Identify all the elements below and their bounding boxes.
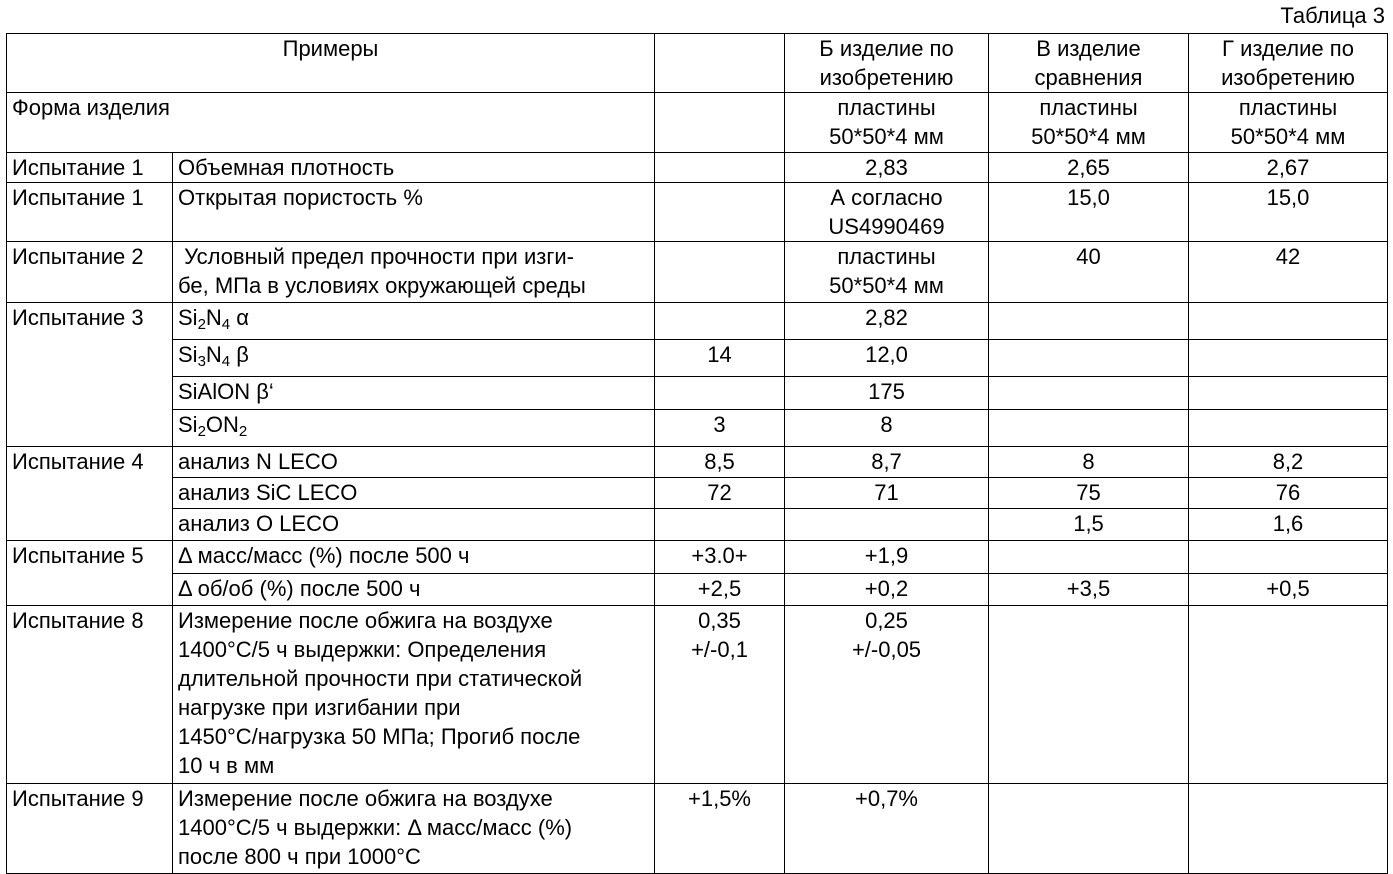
- table-row: Испытание 8 Измерение после обжига на воздухе 1400°C/5 ч выдержки: Определения длительной прочности при статической нагрузке при изгибании при 1450°C/нагрузка 50 МПа; Прогиб после 10 ч в мм 0,35 +/-0,1 0,25 +/-0,05: [7, 606, 1388, 784]
- table-row: Испытание 5 Δ масс/масс (%) после 500 ч +3.0+ +1,9: [7, 541, 1388, 574]
- header-row: [7, 34, 1388, 93]
- table-row: Испытание 1 Объемная плотность 2,83 2,65 2,67: [7, 153, 1388, 183]
- property-label: анализ SiC LECO: [173, 478, 655, 509]
- property-label: Объемная плотность: [173, 153, 655, 183]
- table-row: Испытание 3 $Si_2N_4$ α 2,82: [7, 303, 1388, 340]
- test-label: Испытание 5: [7, 541, 173, 606]
- test-label: Испытание 1: [7, 153, 173, 183]
- form-label: Форма изделия: [7, 93, 655, 153]
- table-caption: Таблица 3: [1280, 3, 1385, 28]
- table-row: Испытание 4 анализ N LECO 8,5 8,7 8 8,2: [7, 447, 1388, 478]
- form-g: пластины 50*50*4 мм: [1189, 93, 1388, 153]
- header-examples: Примеры: [7, 34, 655, 93]
- form-b: пластины 50*50*4 мм: [785, 93, 989, 153]
- property-label: Δ масс/масс (%) после 500 ч: [173, 541, 655, 574]
- property-label: Открытая пористость %: [173, 183, 655, 242]
- header-extra: [655, 34, 785, 93]
- table-row: анализ SiC LECO 72 71 75 76: [7, 478, 1388, 509]
- property-label: анализ O LECO: [173, 509, 655, 541]
- property-label: анализ N LECO: [173, 447, 655, 478]
- property-label: $Si_3N_4$ β: [173, 340, 655, 377]
- table-row: Испытание 9 Измерение после обжига на воздухе 1400°C/5 ч выдержки: Δ масс/масс (%) после 800 ч при 1000°C +1,5% +0,7%: [7, 784, 1388, 874]
- header-col-g: Г изделие по изобретению: [1189, 34, 1388, 93]
- table-row: $Si_3N_4$ β 14 12,0: [7, 340, 1388, 377]
- results-table: [6, 33, 1388, 874]
- table-row: анализ O LECO 1,5 1,6: [7, 509, 1388, 541]
- property-label: $Si_2N_4$ α: [173, 303, 655, 340]
- header-col-b: Б изделие по изобретению: [785, 34, 989, 93]
- property-label: Δ об/об (%) после 500 ч: [173, 574, 655, 606]
- property-label: Измерение после обжига на воздухе 1400°C/5 ч выдержки: Определения длительной прочности при статической нагрузке при изгибании при 1450°C/нагрузка 50 МПа; Прогиб после 10 ч в мм: [173, 606, 655, 784]
- table-row: Δ об/об (%) после 500 ч +2,5 +0,2 +3,5 +0,5: [7, 574, 1388, 606]
- table-row: Испытание 1 Открытая пористость % А согласно US4990469 15,0 15,0: [7, 183, 1388, 242]
- property-label: Измерение после обжига на воздухе 1400°C/5 ч выдержки: Δ масс/масс (%) после 800 ч при 1000°C: [173, 784, 655, 874]
- form-v: пластины 50*50*4 мм: [989, 93, 1189, 153]
- test-label: Испытание 9: [7, 784, 173, 874]
- test-label: Испытание 8: [7, 606, 173, 784]
- header-col-v: В изделие сравнения: [989, 34, 1189, 93]
- table-row: $Si_2ON_2$ 3 8: [7, 410, 1388, 447]
- test-label: Испытание 2: [7, 242, 173, 303]
- test-label: Испытание 4: [7, 447, 173, 541]
- test-label: Испытание 1: [7, 183, 173, 242]
- test-label: Испытание 3: [7, 303, 173, 447]
- property-label: SiAlON β‘: [173, 377, 655, 410]
- property-label: Условный предел прочности при изги- бе, МПа в условиях окружающей среды: [173, 242, 655, 303]
- table-row: [7, 93, 1388, 153]
- table-row: Испытание 2 Условный предел прочности при изги- бе, МПа в условиях окружающей среды пластины 50*50*4 мм 40 42: [7, 242, 1388, 303]
- table-row: SiAlON β‘ 175: [7, 377, 1388, 410]
- property-label: $Si_2ON_2$: [173, 410, 655, 447]
